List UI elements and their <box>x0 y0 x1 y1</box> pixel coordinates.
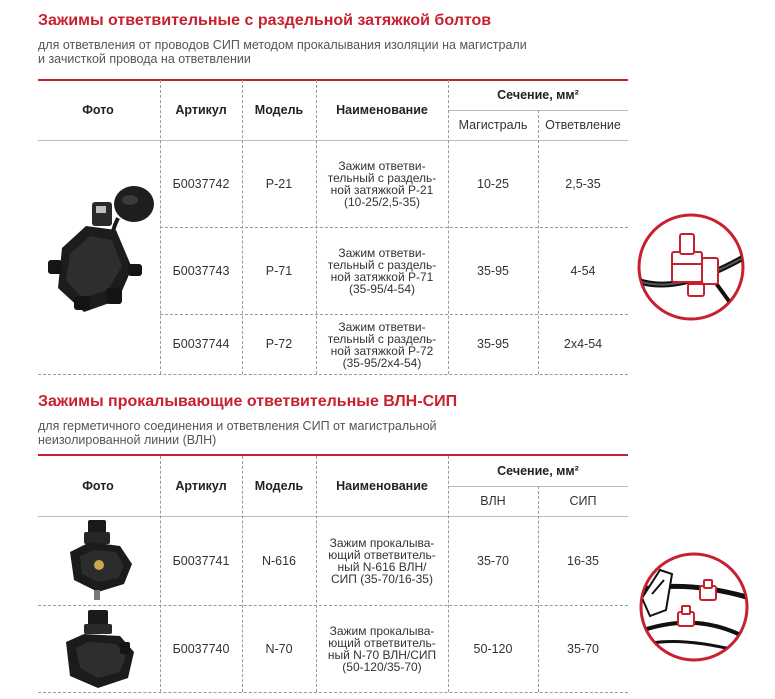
row-2-article: Б0037743 <box>172 263 230 278</box>
section-1-title: Зажимы ответвительные с раздельной затяжкой болтов <box>38 12 492 29</box>
grid-line <box>38 374 628 375</box>
header-name: Наименование <box>336 478 428 493</box>
header-vln: ВЛН <box>480 493 506 508</box>
row-1-model: Р-21 <box>265 176 293 191</box>
row-1-branch: 2,5-35 <box>565 176 601 191</box>
row-1-sip: 16-35 <box>567 553 599 568</box>
header-photo: Фото <box>82 102 114 117</box>
clamp-photo <box>40 180 158 326</box>
header-main: Магистраль <box>458 117 528 132</box>
clamp-n70-photo <box>58 608 142 692</box>
row-3-branch: 2х4-54 <box>563 337 603 351</box>
row-2-model: Р-71 <box>265 263 293 278</box>
row-2-name: Зажим ответви- тельный с раздель- ной затяжкой Р-71 (35-95/4-54) <box>327 246 437 296</box>
header-section: Сечение, мм² <box>497 463 579 478</box>
header-photo: Фото <box>82 478 114 493</box>
row-1-article: Б0037741 <box>172 553 230 568</box>
row-3-name: Зажим ответви- тельный с раздель- ной затяжкой Р-72 (35-95/2х4-54) <box>327 319 437 370</box>
row-2-main: 35-95 <box>477 263 509 278</box>
section-2-subtitle: для герметичного соединения и ответвления СИП от магистральной неизолированной линии (ВЛН) <box>38 419 437 447</box>
row-2-article: Б0037740 <box>172 641 230 656</box>
header-branch: Ответвление <box>545 117 621 132</box>
header-name: Наименование <box>336 102 428 117</box>
clamp-n616-photo <box>60 518 140 602</box>
row-3-article: Б0037744 <box>172 337 230 351</box>
row-1-name: Зажим прокалыва- ющий ответвитель- ный N-616 ВЛН/ СИП (35-70/16-35) <box>328 536 436 586</box>
header-model: Модель <box>254 102 304 117</box>
row-2-name: Зажим прокалыва- ющий ответвитель- ный N-70 ВЛН/СИП (50-120/35-70) <box>327 624 437 674</box>
section-2-heading <box>38 393 628 447</box>
header-sip: СИП <box>569 493 597 508</box>
mounting-diagram-icon <box>636 212 746 322</box>
section-2-title: Зажимы прокалывающие ответвительные ВЛН-СИП <box>38 393 458 410</box>
section-1-subtitle: для ответвления от проводов СИП методом прокалывания изоляции на магистрали и зачисткой провода на ответвлении <box>38 38 527 66</box>
section-1-heading <box>38 12 628 66</box>
row-2-sip: 35-70 <box>567 641 599 656</box>
row-1-vln: 35-70 <box>477 553 509 568</box>
row-3-model: Р-72 <box>265 337 293 351</box>
header-section: Сечение, мм² <box>497 87 579 102</box>
row-2-model: N-70 <box>265 641 293 656</box>
row-1-name: Зажим ответви- тельный с раздель- ной затяжкой Р-21 (10-25/2,5-35) <box>327 159 437 209</box>
row-1-article: Б0037742 <box>172 176 230 191</box>
row-2-branch: 4-54 <box>570 263 596 278</box>
header-article: Артикул <box>175 102 227 117</box>
row-1-main: 10-25 <box>477 176 509 191</box>
row-2-vln: 50-120 <box>473 641 513 656</box>
grid-line <box>38 692 628 693</box>
header-article: Артикул <box>175 478 227 493</box>
row-1-model: N-616 <box>261 553 297 568</box>
header-model: Модель <box>254 478 304 493</box>
row-3-main: 35-95 <box>477 337 509 351</box>
installation-diagram-icon <box>638 550 750 664</box>
